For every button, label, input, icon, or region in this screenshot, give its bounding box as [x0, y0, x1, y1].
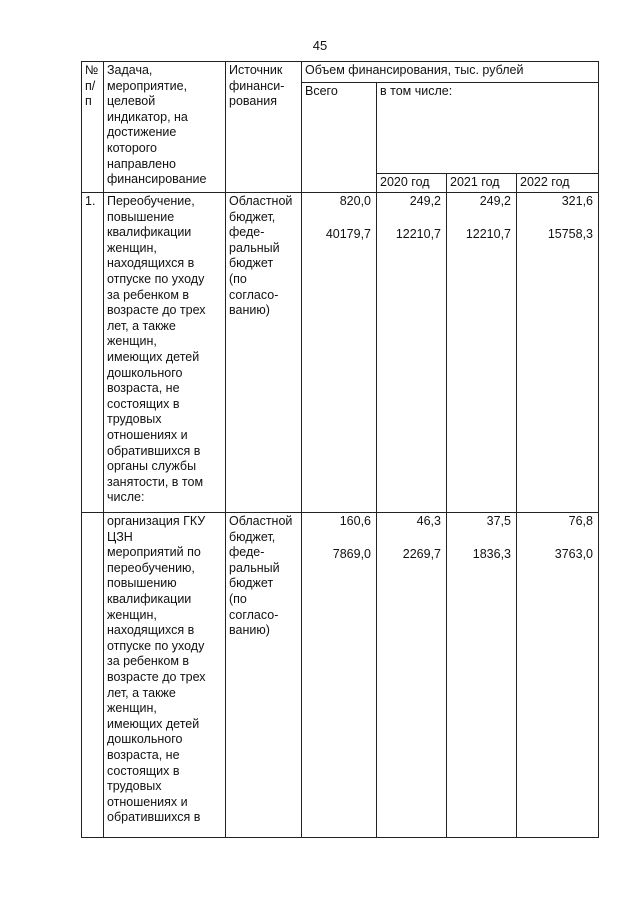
- value-regional: 820,0: [339, 194, 371, 208]
- table-row: [82, 513, 599, 838]
- header-source: Источник финанси- рования: [226, 62, 302, 193]
- value-federal: 15758,3: [547, 226, 593, 241]
- header-total: Всего: [302, 83, 377, 193]
- value-regional: 160,6: [339, 514, 371, 528]
- row-source: Областной бюджет, феде- ральный бюджет (по согласо- ванию): [226, 193, 302, 513]
- header-2022: 2022 год: [517, 174, 599, 193]
- value-federal: 1836,3: [472, 546, 511, 561]
- row-num: [82, 513, 104, 838]
- header-2021: 2021 год: [447, 174, 517, 193]
- value-regional: 321,6: [561, 194, 593, 208]
- row-2021: [447, 193, 517, 513]
- row-total: [302, 193, 377, 513]
- value-regional: 37,5: [486, 514, 511, 528]
- financing-table: [81, 61, 599, 838]
- table-row: [82, 193, 599, 513]
- row-total: [302, 513, 377, 838]
- value-regional: 46,3: [416, 514, 441, 528]
- header-task: Задача, мероприятие, целевой индикатор, на достижение которого направлено финансирование: [104, 62, 226, 193]
- value-regional: 76,8: [568, 514, 593, 528]
- row-num: 1.: [82, 193, 104, 513]
- value-federal: 12210,7: [465, 226, 511, 241]
- header-volume: Объем финансирования, тыс. рублей: [302, 62, 599, 83]
- value-regional: 249,2: [479, 194, 511, 208]
- page-number: 45: [312, 38, 328, 53]
- row-2021: [447, 513, 517, 838]
- value-regional: 249,2: [409, 194, 441, 208]
- row-2020: [377, 193, 447, 513]
- header-including: в том числе:: [377, 83, 599, 174]
- row-task: организация ГКУ ЦЗН мероприятий по переобучению, повышению квалификации женщин, находящихся в отпуске по уходу за ребенком в возрасте до трех лет, а также женщин, имеющих детей дошкольного возраста, не состоящих в трудовых отношениях и обратившихся в: [104, 513, 226, 838]
- row-task: Переобучение, повышение квалификации женщин, находящихся в отпуске по уходу за ребенком в возрасте до трех лет, а также женщин, имеющих детей дошкольного возраста, не состоящих в трудовых отношениях и обратившихся в органы службы занятости, в том числе:: [104, 193, 226, 513]
- row-2022: [517, 513, 599, 838]
- row-source: Областной бюджет, феде- ральный бюджет (по согласо- ванию): [226, 513, 302, 838]
- value-federal: 3763,0: [554, 546, 593, 561]
- header-num: № п/ п: [82, 62, 104, 193]
- value-federal: 12210,7: [395, 226, 441, 241]
- value-federal: 2269,7: [402, 546, 441, 561]
- value-federal: 7869,0: [332, 546, 371, 561]
- value-federal: 40179,7: [325, 226, 371, 241]
- row-2022: [517, 193, 599, 513]
- row-2020: [377, 513, 447, 838]
- header-2020: 2020 год: [377, 174, 447, 193]
